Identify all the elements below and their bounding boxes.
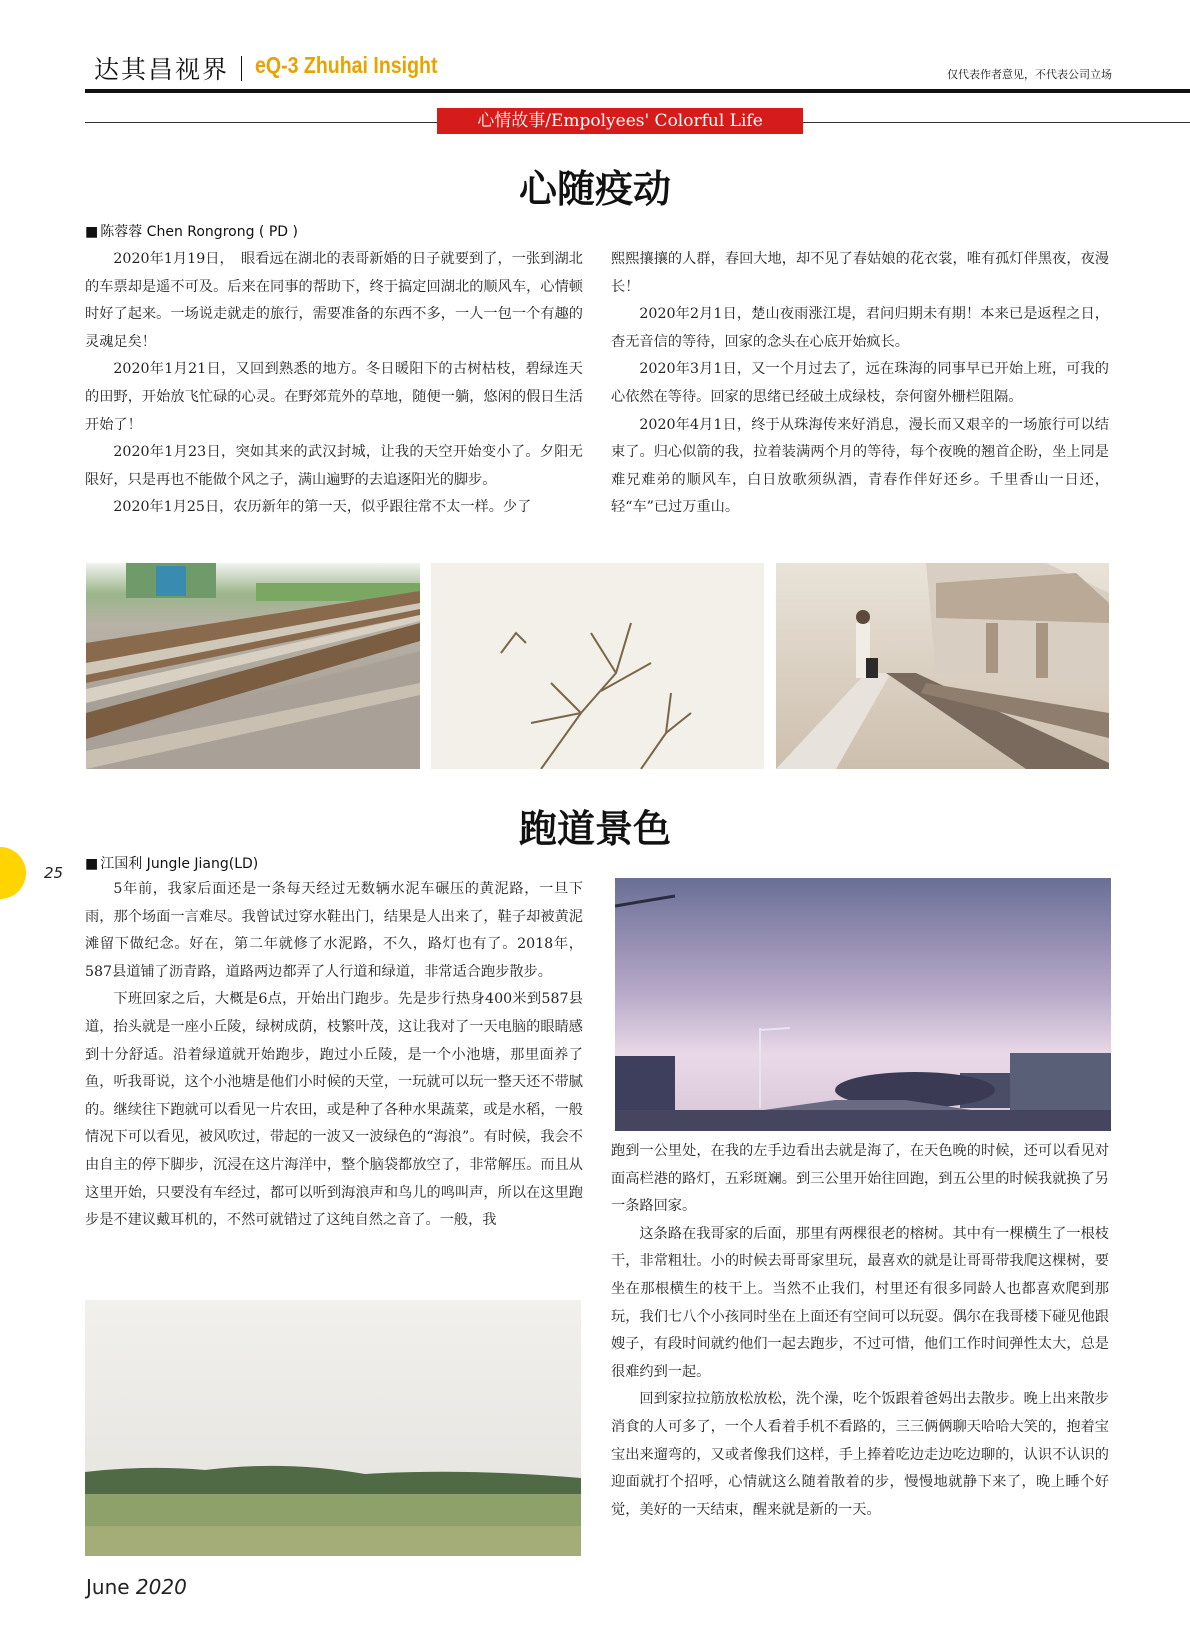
paragraph: 这条路在我哥家的后面，那里有两棵很老的榕树。其中有一棵横生了一根枝干，非常粗壮。小的时候去哥哥家里玩，最喜欢的就是让哥哥带我爬这棵树，要坐在那根横生的枝干上。当然不止我们，村里还有很多同龄人也都喜欢爬到那玩，我们七八个小孩同时坐在上面还有空间可以玩耍。偶尔在我哥楼下碰见他跟嫂子，有段时间就约他们一起去跑步，不过可惜，他们工作时间弹性太大，总是很难约到一起。	[611, 1225, 1109, 1380]
article-1-title: 心随疫动	[518, 166, 671, 211]
issue-year: 2020	[135, 1575, 187, 1599]
section-rule-right	[803, 122, 1190, 123]
paragraph: 下班回家之后，大概是6点，开始出门跑步。先是步行热身400米到587县道，抬头就是一座小丘陵，绿树成荫，枝繁叶茂，这让我对了一天电脑的眼睛感到十分舒适。沿着绿道就开始跑步，跑过小丘陵，是一个小池塘，那里面养了鱼，听我哥说，这个小池塘是他们小时候的天堂，一玩就可以玩一整天还不带腻的。继续往下跑就可以看见一片农田，或是种了各种水果蔬菜，或是水稻，一般情况下可以看见，被风吹过，带起的一波又一波绿色的“海浪”。有时候，我会不由自主的停下脚步，沉浸在这片海洋中，整个脑袋都放空了，非常解压。而且从这里开始，只要没有车经过，都可以听到海浪声和鸟儿的鸣叫声，所以在这里跑步是不建议戴耳机的，不然可就错过了这纯自然之音了。一般，我	[85, 991, 583, 1229]
evening-road-photo	[615, 878, 1111, 1131]
disclaimer: 仅代表作者意见，不代表公司立场	[947, 68, 1112, 81]
section-tag: 心情故事/Empolyees' Colorful Life	[437, 108, 803, 134]
paragraph: 5年前，我家后面还是一条每天经过无数辆水泥车碾压的黄泥路，一旦下雨，那个场面一言难尽。我曾试过穿水鞋出门，结果是人出来了，鞋子却被黄泥滩留下做纪念。好在，第二年就修了水泥路，不久，路灯也有了。2018年，587县道铺了沥青路，道路两边都弄了人行道和绿道，非常适合跑步散步。	[85, 881, 583, 980]
page-number: 25	[44, 864, 64, 882]
article-2-left-column	[85, 876, 583, 1235]
magazine-title-cn: 达其昌视界｜	[94, 55, 257, 84]
paragraph: 2020年1月21日，又回到熟悉的地方。冬日暖阳下的古树枯枝，碧绿连天的田野，开始放飞忙碌的心灵。在野郊荒外的草地，随便一躺，悠闲的假日生活开始了！	[85, 361, 583, 433]
issue-month: June	[86, 1575, 130, 1599]
issue-date	[86, 1575, 187, 1599]
magazine-title-en: eQ-3 Zhuhai Insight	[255, 52, 438, 78]
woman-walking-tracks-photo	[776, 563, 1109, 769]
paragraph: 2020年4月1日，终于从珠海传来好消息，漫长而又艰辛的一场旅行可以结束了。归心似箭的我，拉着装满两个月的等待，每个夜晚的翘首企盼，坐上同是难兄难弟的顺风车，白日放歌须纵酒，青春作伴好还乡。千里香山一日还，轻“车”已过万重山。	[611, 416, 1109, 516]
section-rule-left	[85, 122, 437, 123]
article-2-right-column	[611, 1138, 1109, 1524]
field-landscape-photo	[85, 1300, 581, 1556]
paragraph: 回到家拉拉筋放松放松，洗个澡，吃个饭跟着爸妈出去散步。晚上出来散步消食的人可多了，一个人看着手机不看路的，三三俩俩聊天哈哈大笑的，抱着宝宝出来遛弯的，又或者像我们这样，手上捧着吃边走边吃边聊的，认识不认识的迎面就打个招呼，心情就这么随着散着的步，慢慢地就静下来了，晚上睡个好觉，美好的一天结束，醒来就是新的一天。	[611, 1391, 1109, 1518]
paragraph: 跑到一公里处，在我的左手边看出去就是海了，在天色晚的时候，还可以看见对面高栏港的路灯，五彩斑斓。到三公里开始往回跑，到五公里的时候我就换了另一条路回家。	[611, 1143, 1109, 1215]
paragraph: 2020年2月1日，楚山夜雨涨江堤，君问归期未有期！本来已是返程之日，杳无音信的等待，回家的念头在心底开始疯长。	[611, 306, 1109, 350]
paragraph: 2020年3月1日，又一个月过去了，远在珠海的同事早已开始上班，可我的心依然在等待。回家的思绪已经破土成绿枝，奈何窗外栅栏阻隔。	[611, 361, 1109, 405]
article-1-right-column	[611, 246, 1109, 522]
railway-tracks-photo	[86, 563, 420, 769]
paragraph: 熙熙攘攘的人群，春回大地，却不见了春姑娘的花衣裳，唯有孤灯伴黑夜，夜漫长！	[611, 251, 1109, 295]
paragraph: 2020年1月19日， 眼看远在湖北的表哥新婚的日子就要到了，一张到湖北的车票却是遥不可及。后来在同事的帮助下，终于搞定回湖北的顺风车，心情顿时好了起来。一场说走就走的旅行，需要准备的东西不多，一人一包一个有趣的灵魂足矣！	[85, 251, 583, 350]
page-number-marker	[0, 847, 26, 899]
header-rule	[85, 89, 1190, 93]
bare-branches-photo	[431, 563, 764, 769]
article-2-title: 跑道景色	[518, 806, 671, 851]
paragraph: 2020年1月25日，农历新年的第一天，似乎跟往常不太一样。少了	[113, 499, 532, 516]
article-1-author: ■ 陈蓉蓉 Chen Rongrong ( PD )	[85, 221, 298, 241]
article-2-author: ■ 江国利 Jungle Jiang(LD)	[85, 853, 258, 873]
paragraph: 2020年1月23日，突如其来的武汉封城，让我的天空开始变小了。夕阳无限好，只是再也不能做个风之子，满山遍野的去追逐阳光的脚步。	[85, 444, 583, 488]
article-1-left-column	[85, 246, 583, 522]
